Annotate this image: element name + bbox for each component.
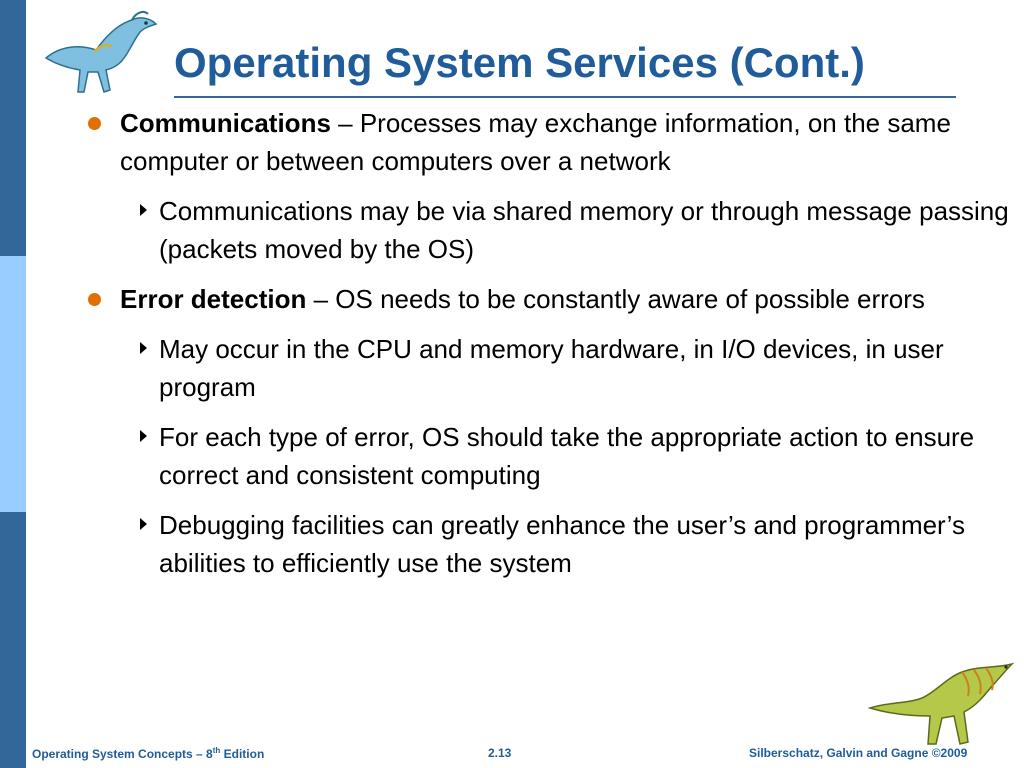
sub-bullet xyxy=(139,330,1010,406)
sub-bullet-text: Debugging facilities can greatly enhance the user’s and programmer’s abilities to efficiently use the system xyxy=(159,510,965,578)
bullet-dot-icon xyxy=(88,117,101,130)
bullet-communications xyxy=(88,104,1010,180)
sub-bullet-text: Communications may be via shared memory or through message passing (packets moved by the OS) xyxy=(159,196,1009,264)
left-accent-bar-highlight xyxy=(0,256,26,512)
footer-page-number: 2.13 xyxy=(488,746,512,760)
title-underline xyxy=(174,96,956,98)
dinosaur-bottom-icon xyxy=(866,658,1016,750)
sub-arrow-icon xyxy=(140,518,147,530)
footer-book-title: Operating System Concepts – 8th Edition xyxy=(32,746,265,761)
slide-title: Operating System Services (Cont.) xyxy=(174,39,865,86)
sub-bullet xyxy=(139,192,1010,268)
sub-arrow-icon xyxy=(140,204,147,216)
sub-bullet xyxy=(139,418,1010,494)
sub-bullet xyxy=(139,506,1010,582)
sub-bullet-text: May occur in the CPU and memory hardware, in I/O devices, in user program xyxy=(159,334,944,402)
footer-copyright: Silberschatz, Galvin and Gagne ©2009 xyxy=(749,746,968,760)
bullet-term: Communications xyxy=(120,108,331,138)
sub-arrow-icon xyxy=(140,342,147,354)
bullet-term: Error detection xyxy=(120,284,307,314)
bullet-text: – OS needs to be constantly aware of possible errors xyxy=(306,284,925,314)
bullet-error-detection xyxy=(88,280,1010,318)
slide-content xyxy=(88,104,1010,582)
bullet-text: – Processes may exchange information, on the same computer or between computers over a network xyxy=(120,108,951,176)
sub-bullet-text: For each type of error, OS should take the appropriate action to ensure correct and consistent computing xyxy=(159,422,975,490)
dinosaur-top-icon xyxy=(36,6,160,98)
sub-arrow-icon xyxy=(140,430,147,442)
bullet-dot-icon xyxy=(88,293,101,306)
